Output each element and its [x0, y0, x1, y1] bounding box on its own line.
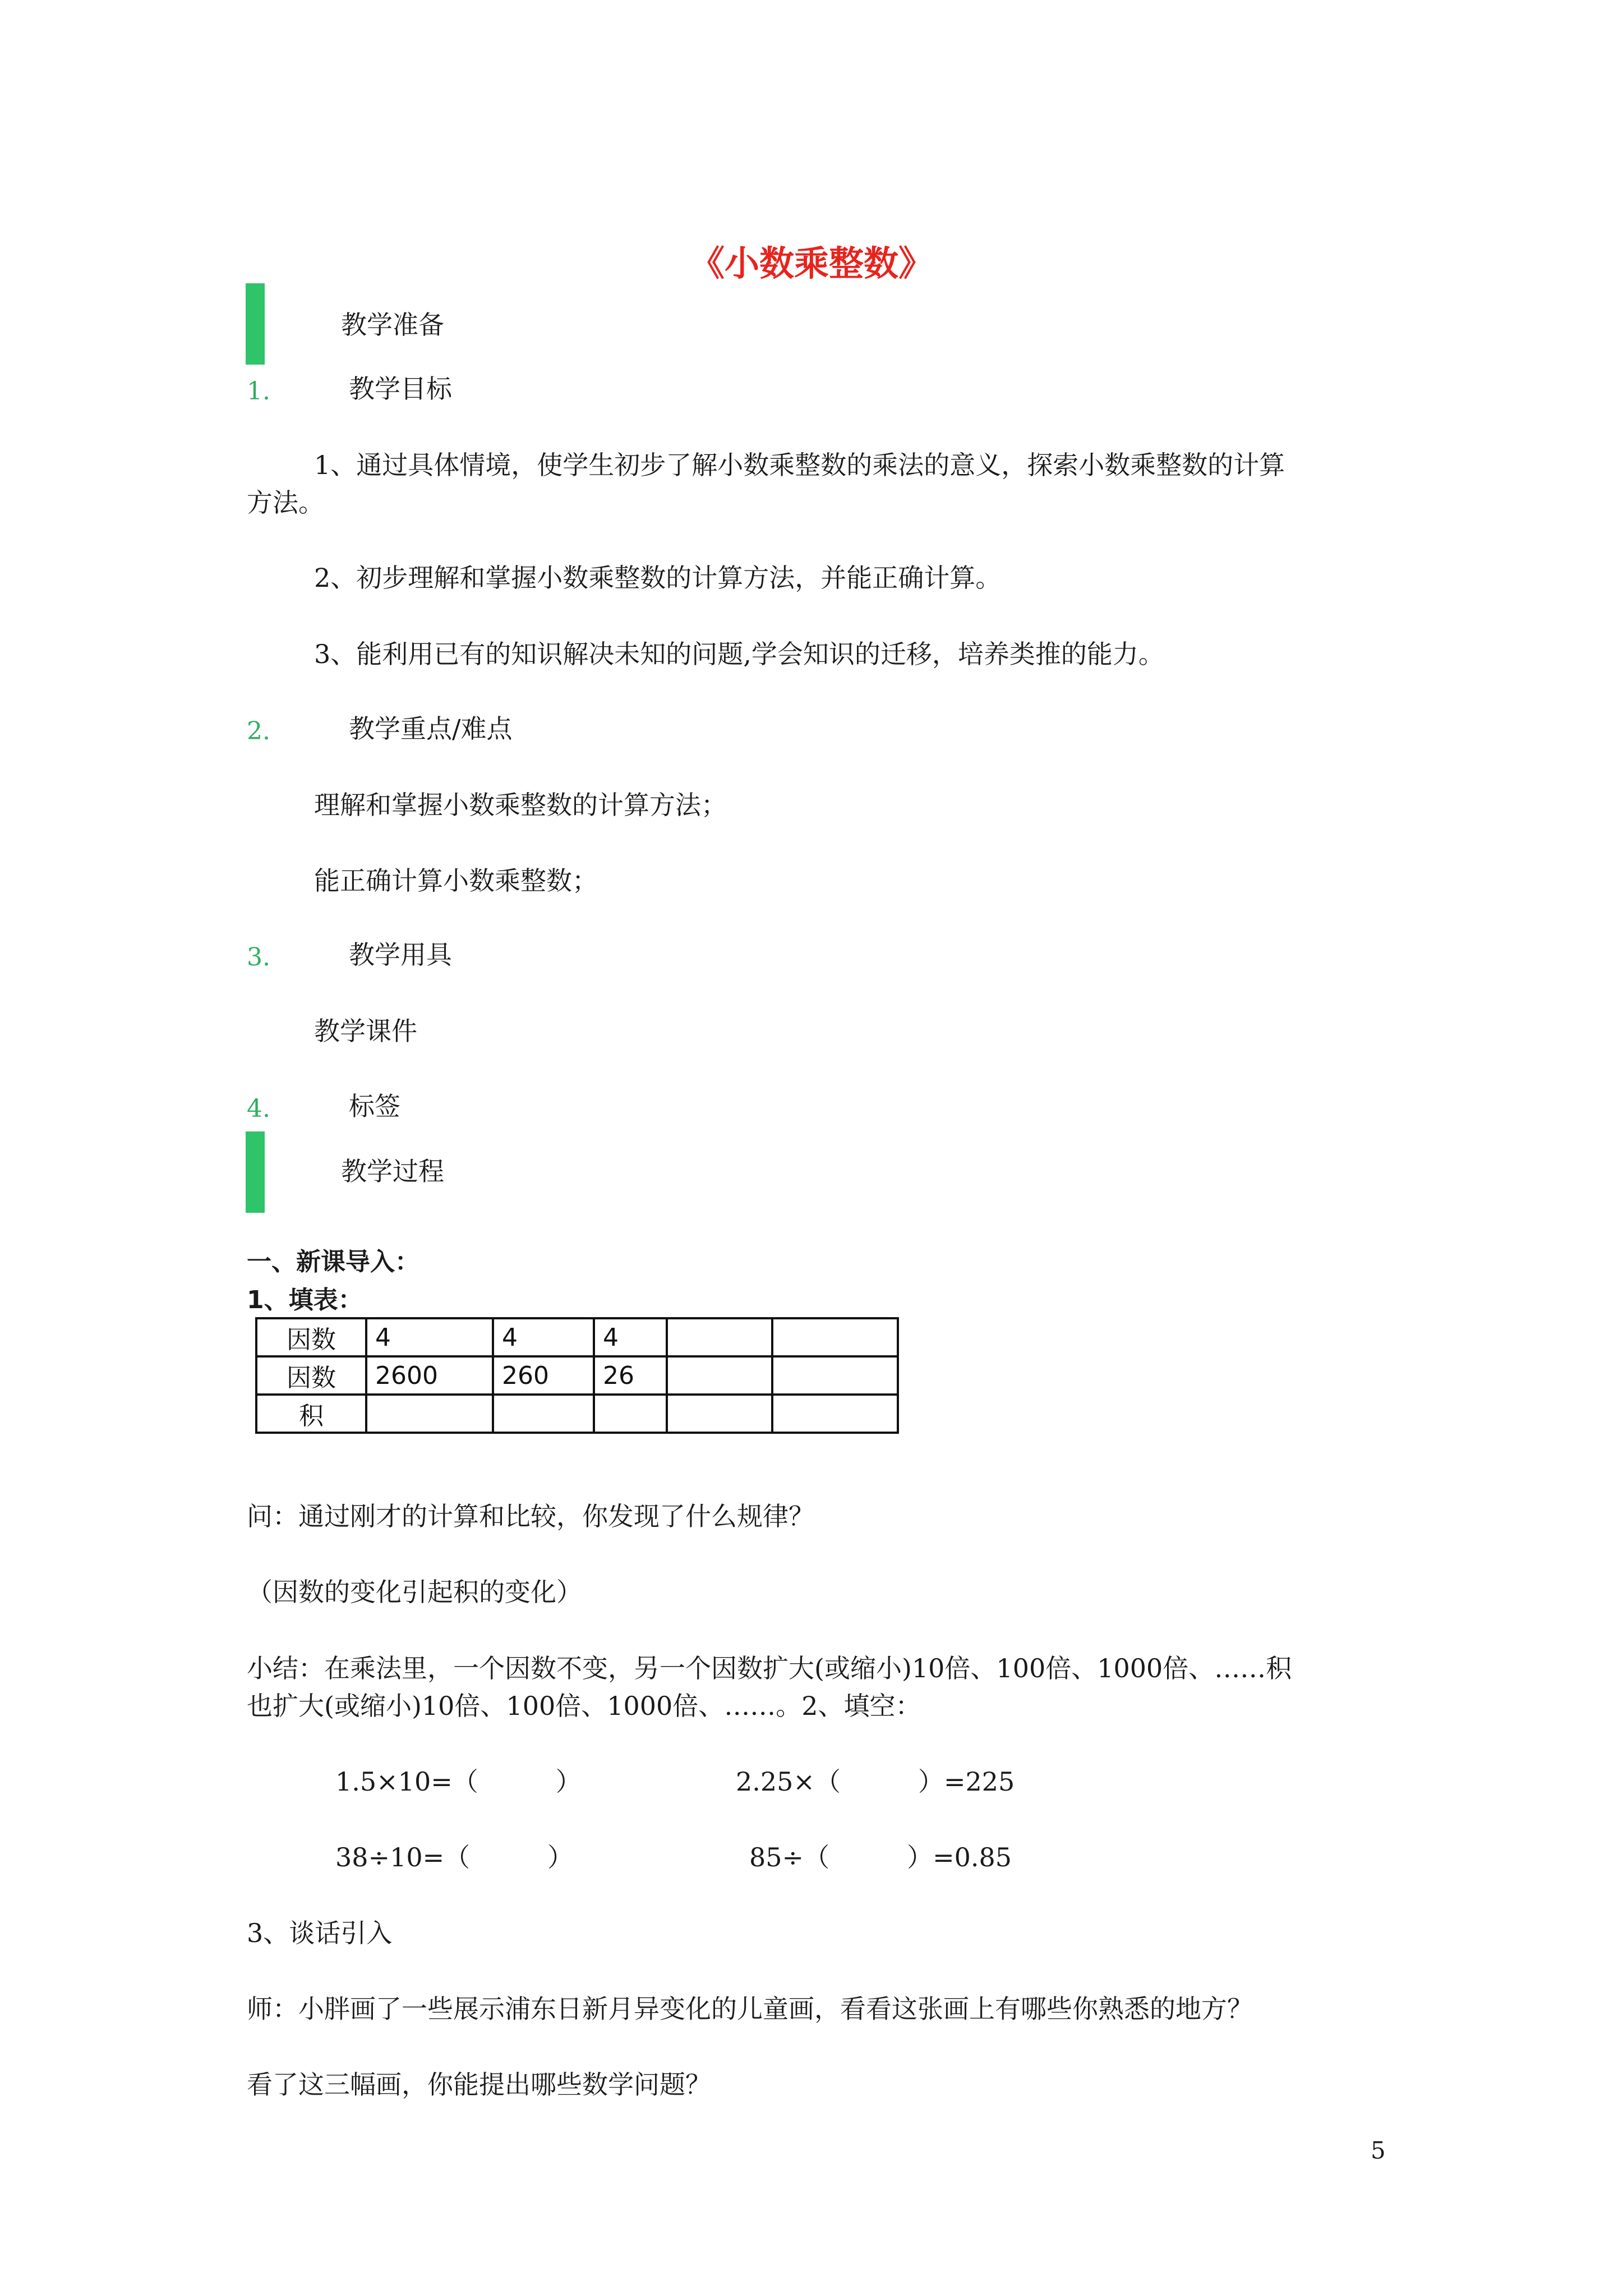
table-cell: 积: [256, 1395, 366, 1433]
intro-heading: 一、新课导入：: [247, 1248, 419, 1276]
table-cell: 4: [366, 1318, 493, 1356]
talk-heading: 3、谈话引入: [247, 1918, 393, 1948]
table-cell: 因数: [256, 1318, 366, 1356]
table-cell: 260: [493, 1356, 594, 1395]
section-marker: [246, 1131, 265, 1213]
goal-1-line-1: 1、通过具体情境，使学生初步了解小数乘整数的乘法的意义，探索小数乘整数的计算: [314, 450, 1285, 480]
table-row: [256, 1395, 898, 1433]
item-heading-goals: 教学目标: [349, 374, 452, 404]
table-cell: 4: [594, 1318, 667, 1356]
blank-equation-3: 38÷10=（ ）: [335, 1842, 574, 1872]
blank-equation-1: 1.5×10=（ ）: [335, 1766, 582, 1797]
summary-line-2: 也扩大(或缩小)10倍、100倍、1000倍、……。2、填空：: [247, 1691, 921, 1721]
item-heading-tags: 标签: [349, 1091, 400, 1121]
question-text: 问：通过刚才的计算和比较，你发现了什么规律？: [247, 1501, 814, 1531]
table-cell: [772, 1395, 898, 1433]
goal-2: 2、初步理解和掌握小数乘整数的计算方法，并能正确计算。: [314, 563, 1002, 593]
blank-equation-2: 2.25×（ ）=225: [736, 1766, 1015, 1797]
prompt-line: 看了这三幅画，你能提出哪些数学问题？: [247, 2069, 711, 2100]
tools-text: 教学课件: [314, 1016, 417, 1046]
table-cell: 26: [594, 1356, 667, 1395]
table-cell: [366, 1395, 493, 1433]
table-cell: [493, 1395, 594, 1433]
goal-3: 3、能利用已有的知识解决未知的问题,学会知识的迁移，培养类推的能力。: [314, 639, 1164, 669]
table-cell: [667, 1395, 772, 1433]
page-number: 5: [1371, 2137, 1386, 2164]
summary-line-1: 小结：在乘法里，一个因数不变，另一个因数扩大(或缩小)10倍、100倍、1000倍、……积: [247, 1653, 1292, 1683]
table-row: [256, 1318, 898, 1356]
table-cell: [772, 1356, 898, 1395]
section-heading-process: 教学过程: [341, 1156, 444, 1186]
key-point-2: 能正确计算小数乘整数；: [314, 866, 598, 896]
item-number-3: 3.: [247, 943, 270, 972]
item-heading-key-points: 教学重点/难点: [349, 714, 513, 744]
item-number-4: 4.: [247, 1094, 270, 1123]
item-number-1: 1.: [247, 377, 270, 406]
item-number-2: 2.: [247, 717, 270, 746]
page-title: 《小数乘整数》: [689, 243, 933, 284]
goal-1-line-2: 方法。: [247, 487, 324, 518]
table-cell: 因数: [256, 1356, 366, 1395]
table-cell: [594, 1395, 667, 1433]
teacher-line: 师：小胖画了一些展示浦东日新月异变化的儿童画，看看这张画上有哪些你熟悉的地方？: [247, 1994, 1253, 2024]
table-cell: 2600: [366, 1356, 493, 1395]
table-cell: [667, 1318, 772, 1356]
section-heading-prep: 教学准备: [341, 310, 444, 340]
fill-table-label: 1、填表：: [247, 1286, 363, 1314]
table-cell: [772, 1318, 898, 1356]
table-cell: [667, 1356, 772, 1395]
answer-text: （因数的变化引起积的变化）: [247, 1577, 582, 1607]
table-cell: 4: [493, 1318, 594, 1356]
blank-equation-4: 85÷（ ）=0.85: [749, 1842, 1012, 1872]
key-point-1: 理解和掌握小数乘整数的计算方法；: [314, 790, 727, 820]
item-heading-tools: 教学用具: [349, 940, 452, 970]
fill-in-table: [255, 1317, 899, 1434]
section-marker: [246, 283, 265, 365]
table-row: [256, 1356, 898, 1395]
